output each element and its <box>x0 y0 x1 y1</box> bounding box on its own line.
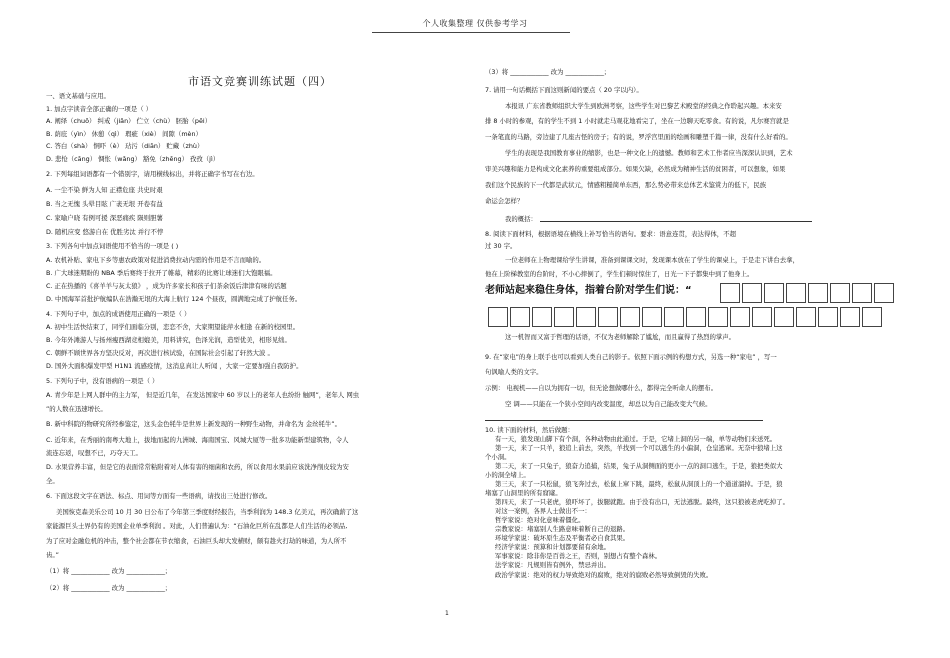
right-line: 哲学家说：绝对化意味着僵化。 <box>495 516 585 524</box>
right-line: 第二天，来了一只兔子，狼奋力追捕，结果，兔子从洞侧面的更小一点的洞口逃生，于是，狼把类似大 <box>495 462 783 470</box>
left-line: D. 中国海军首批护航编队在浩瀚无垠的大海上航行 124 个昼夜，圆满地完成了护航任务。 <box>46 295 302 303</box>
right-line: 他在上阶梯教室的台阶时，不小心摔倒了，学生们顿时惊住了，日光一下子都集中到了他身上。 <box>485 270 754 278</box>
left-line: C. 家喻户晓 有例可援 深恶痛疾 陨则胆薯 <box>46 214 163 222</box>
right-line: 有一天，狼发现山脚下有个洞，各种动物由此通过。于是，它堵上洞的另一端，单等动物们来送死。 <box>495 435 777 443</box>
left-line: 5. 下列句子中，没有语病的一项是（ ） <box>46 377 159 385</box>
page-header <box>0 0 950 40</box>
grid-cell[interactable] <box>532 307 552 327</box>
left-line: A. 青少年是上网人群中的主力军， 但是近几年， 在发达国家中 60 岁以上的老年人也纷纷 触网”，老年人 网虫 <box>46 391 360 399</box>
grid-cell[interactable] <box>708 307 728 327</box>
right-line: 老师站起来稳住身体，指着台阶对学生们说：“ <box>485 285 692 296</box>
right-line: 排 8 小时的参观，有的学生不到 1 小时就走马观花地看完了，坐在一边聊天吃零食。有的说，凡尔赛宫就是 <box>485 117 789 125</box>
left-line: 3. 下列各句中加点词语使用不恰当的一项是 ( ) <box>46 242 179 250</box>
left-line: C. 答白（shà） 恫吓（è） 玷污（diān） 贮藏（zhù） <box>46 142 204 150</box>
left-line: C. 朝鲜不顾世界各方坚决反对，再次进行核试验，在国际社会引起了轩然大波 。 <box>46 349 274 357</box>
left-line: 美国恢克森美乐公司 10 月 30 日公布了今年第三季度财经报告，当季利润为 148.3 亿美元，再次确薪了这 <box>56 508 359 516</box>
right-line: 第一天，来了一只羊，狼追上前去，突然，羊找到一个可以逃生的小偏洞，仓皇逃窜。无奈中狼堵上这 <box>495 444 783 452</box>
left-line: 为了应对金融危机的冲击，整个社会都在节衣缩食，石油巨头却大发横财，颇有趁火打劫的味道，为人所不 <box>46 537 347 545</box>
right-line: 第三天，来了一只松鼠，狼飞奔过去，松鼠上窜下跳，最终，松鼠从洞顶上的一个通道溜掉。于是，狼 <box>495 480 783 488</box>
header-rule <box>372 32 570 33</box>
right-line: 政治学家说：绝对的权力导致绝对的腐败，绝对的腐败必然导致倒毁的失败。 <box>495 571 713 579</box>
left-line: D. 悲怆（cāng） 惆怅（wǎng） 豁免（zhēng） 孜孜（jì） <box>46 155 220 163</box>
right-line: 7. 请用一句话概括下面这则新闻的要点（ 20 字以内）。 <box>485 86 643 94</box>
left-line: B. 今年外滩游人与扬州瘦西湖竞相媲美，用料讲究，色泽光润，造型优美，相形见绌。 <box>46 336 291 344</box>
right-line: 堵塞了山洞里的所有窟窿。 <box>485 489 562 497</box>
right-line: 军事家说：除非你是百兽之王，否则，别想占有整个森林。 <box>495 552 662 560</box>
grid-cell[interactable] <box>862 307 882 327</box>
left-line: B. 新中科院的物研究所经参鉴定，这头金色牦牛是世界上新发现的一种野生动物，并命名为 金丝牦牛”。 <box>46 420 341 428</box>
left-line: （2）将 ____________ 改为 ____________； <box>46 584 172 592</box>
right-line: 学生的表现是我国教育事业的缩影，也是一种文化上的遗憾。教师和艺术工作者应当深深认识到，艺术 <box>505 149 793 157</box>
right-line: 个小洞。 <box>485 453 511 461</box>
left-line: 家能源巨头士界仍有的美国企业单季利润 。对此，人们普遍认为：“石油化巨所在乱都是人们生活的必领品, <box>46 522 348 530</box>
grid-cell[interactable] <box>620 307 640 327</box>
grid-cell[interactable] <box>752 307 772 327</box>
left-line: 全。 <box>46 477 59 485</box>
grid-cell[interactable] <box>642 307 662 327</box>
left-line: （1）将 ____________ 改为 ____________； <box>46 567 172 575</box>
grid-cell[interactable] <box>742 283 762 303</box>
grid-cell[interactable] <box>720 283 740 303</box>
right-line: 句讽喻人类的文字。 <box>485 368 543 376</box>
grid-cell[interactable] <box>818 307 838 327</box>
page-number: 1 <box>445 610 449 617</box>
separator-line <box>485 420 763 421</box>
left-line: A. 农机补贴、家电下乡等惠农政策对促进消费拉动内需的作用是不言而喻的。 <box>46 256 266 264</box>
left-line: 齿。” <box>46 551 59 559</box>
right-line: 一条笔直的马路，旁边建了几座古怪的房子；有的说，罗浮宫里面的绘画和雕塑千篇一律，没有什么好看的。 <box>485 133 792 141</box>
left-line: 1. 加点字读音全部正确的一项是（ ） <box>46 105 153 113</box>
left-line: D. 水果营养丰富，但是它的表面常常粘附着对人体有害的细菌和农药，所以食用水果前应该洗净削皮较为安 <box>46 463 349 471</box>
right-line: （3）将 ____________ 改为 ____________； <box>485 68 611 76</box>
right-line: 这一机智而又富于哲理的话语，不仅为老师解除了尴尬，而且赢得了热烈的掌声。 <box>505 333 736 341</box>
right-line: 小的洞全堵上。 <box>485 471 530 479</box>
grid-cell[interactable] <box>730 307 750 327</box>
header-text: 个人收集整理 仅供参考学习 <box>422 19 528 28</box>
right-line: 宗教家说：堵塞别人生路意味着断自己的退路。 <box>495 525 630 533</box>
left-line: 一、语文基础与应用。 <box>46 92 110 100</box>
left-line: B. 广大球迷期盼的 NBA 季后赛终于拉开了帷幕，精彩的比赛让球迷们大饱眼福。 <box>46 269 277 277</box>
right-line: 第四天，来了一只老虎，狼吓坏了，拔腿就跑。由于没有出口，无法逃脱。最终，这只狼被老虎吃掉了。 <box>495 498 789 506</box>
right-line: 经济学家说：预算和计划都要留有余地。 <box>495 543 611 551</box>
left-line: B. 当之无愧 头晕目眩 广袤无垠 开卷有益 <box>46 200 163 208</box>
right-line: 对这一案例，各界人士做出不一： <box>495 507 591 515</box>
grid-cell[interactable] <box>786 283 806 303</box>
right-line: 9. 在“家电”的身上联手也可以看到人类自己的影子。依照下面示例的构想方式，另选一种“家电” ，写一 <box>485 353 777 361</box>
left-line: D. 国外大面积爆发甲型 H1N1 流感疫情，这消息真让人听闻 ，大家一定要加强自我防护。 <box>46 362 303 370</box>
grid-cell[interactable] <box>874 283 894 303</box>
left-line: 流连忘返，叹想不已，巧夺天工。 <box>46 449 142 457</box>
right-line: 本报讯 广东省教师组织大学生到欧洲考察，这些学生对巴黎艺术殿堂的经典之作聆起兴趣。本来安 <box>505 102 782 110</box>
right-line: 过 30 字。 <box>485 242 517 250</box>
grid-cell[interactable] <box>764 283 784 303</box>
grid-cell[interactable] <box>808 283 828 303</box>
right-line: 环境学家说：破坏原生态及平衡者必自食其果。 <box>495 534 630 542</box>
grid-cell[interactable] <box>686 307 706 327</box>
right-line: 8. 阅读下面材料，根据语境在横线上补写恰当的语句。要求：语意连贯，表达得体，不超 <box>485 230 736 238</box>
grid-cell[interactable] <box>840 307 860 327</box>
right-line: 命运会怎样？ <box>485 197 524 205</box>
grid-cell[interactable] <box>664 307 684 327</box>
grid-cell[interactable] <box>852 283 872 303</box>
left-line: A. 一尘不染 鲜为人知 正襟危座 共史时艰 <box>46 186 163 194</box>
right-line: 10. 读下面的材料，然后做题： <box>485 426 574 434</box>
left-line: C. 正在热播的《喜羊羊与灰太狼》 ，成为许多家长和孩子们茶余饭后津津有味的话题 <box>46 282 287 290</box>
right-line: 审美兴趣和能力是构成文化素养的重要组成部分。如果欠缺，必然成为精神生活的贫困者，可以想象，如果 <box>485 165 786 173</box>
left-line: A. 初中生活快结束了，同学们面临分别，恋恋不舍，大家期望能萍水相逢 在新的校园里。 <box>46 323 300 331</box>
left-line: A. 阐绎（chuō） 纠戒（jiǎn） 伫立（chù） 胚胎（pēi） <box>46 117 212 125</box>
summary-answer-line <box>540 221 812 222</box>
left-line: B. 荫庇（yìn） 休憩（qì） 瑕疵（xiè） 间隙（mèn） <box>46 130 202 138</box>
grid-cell[interactable] <box>576 307 596 327</box>
page-title: 市语文竞赛训练试题（四） <box>188 75 332 88</box>
grid-cell[interactable] <box>796 307 816 327</box>
left-line: ”的人数在迅速增长。 <box>46 405 107 413</box>
right-line: 我的概括： <box>505 215 537 223</box>
right-line: 一位老师在上物理课给学生讲课，准备到课课文时，发现课本放在了学生的课桌上，于是走下讲台去拿， <box>505 256 799 264</box>
left-line: D. 随机应变 悠游自在 优胜劣汰 并行不悖 <box>46 228 164 236</box>
left-line: 6. 下面这段文字在语法、标点、用词等方面有一些语病，请找出三处进行修改。 <box>46 492 272 500</box>
right-line: 示例： 电视机——自以为拥有一切，但无论想做哪什么，都得完全听命人的摆布。 <box>485 384 718 392</box>
left-line: C. 近年来，在秀丽的南粤大地上，拔地而起的九洲城、海南国宝、风城大厦等一批多功能新型建筑物，令人 <box>46 436 349 444</box>
left-line: 2. 下列每组词语都有一个错别字，请用横线标出，并将正确字书写在右边。 <box>46 170 259 178</box>
grid-cell[interactable] <box>510 307 530 327</box>
right-line: 法学家说：凡规则皆有例外，禁忌并出。 <box>495 561 611 569</box>
right-line: 空 调——只能在一个狭小空间内改变温度，却总以为自己能改变大气候。 <box>505 400 712 408</box>
grid-cell[interactable] <box>830 283 850 303</box>
right-line: 我们这个民族的下一代都是武状元，情感粗糙简单东西，那么势必带来总体艺术鉴赏力的低下，民族 <box>485 181 767 189</box>
left-line: 4. 下列句子中，加点的成语使用正确的一项是（ ） <box>46 310 191 318</box>
grid-cell[interactable] <box>554 307 574 327</box>
grid-cell[interactable] <box>598 307 618 327</box>
grid-cell[interactable] <box>774 307 794 327</box>
grid-cell[interactable] <box>488 307 508 327</box>
